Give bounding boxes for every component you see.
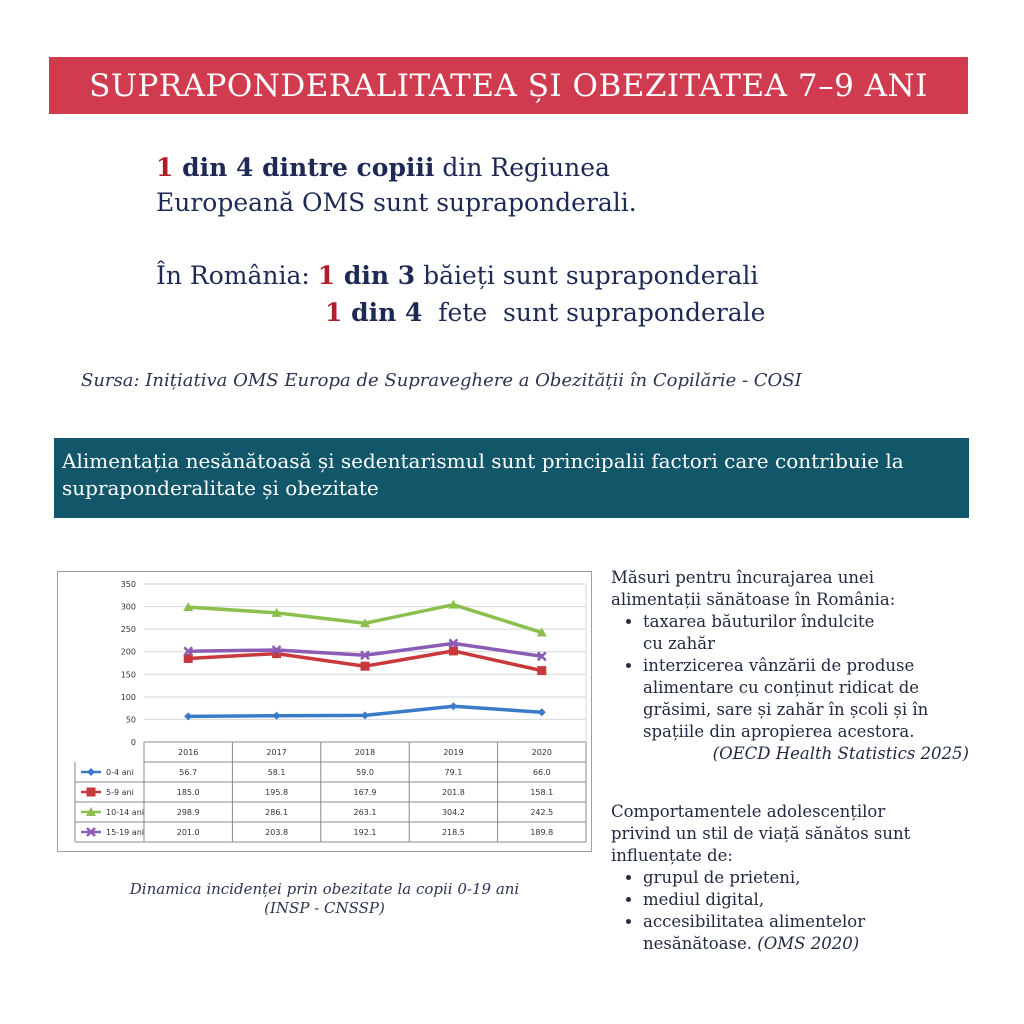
stat-bold: din 4 [342, 298, 423, 327]
y-tick-label: 200 [120, 647, 136, 657]
legend-label: 15-19 ani [106, 828, 144, 837]
behaviour-intro-2: privind un stil de viață sănătos sunt [611, 824, 911, 843]
y-tick-label: 300 [120, 602, 136, 612]
stat-text: băieți sunt supraponderali [415, 261, 759, 290]
behaviour-item-text: accesibilitatea alimentelor nesănătoase. [643, 912, 866, 953]
y-tick-label: 250 [120, 625, 136, 635]
legend-label: 5-9 ani [106, 788, 134, 797]
chart-caption [57, 880, 592, 918]
chart-caption-line-1: Dinamica incidenței prin obezitate la copii 0-19 ani [129, 880, 520, 898]
stat-line-2: Europeană OMS sunt supraponderali. [156, 188, 637, 217]
stat-bold-number: 3 [397, 261, 416, 290]
legend-label: 10-14 ani [106, 808, 144, 817]
data-label: 158.1 [530, 788, 554, 797]
stat-prefix: În România: [156, 261, 318, 290]
data-label: 167.9 [353, 788, 377, 797]
data-label: 201.0 [176, 828, 200, 837]
legend-marker [87, 788, 96, 797]
data-label: 189.8 [530, 828, 554, 837]
data-label: 192.1 [353, 828, 377, 837]
measures-item: • interzicerea vânzării de produse alimentare cu conținut ridicat de grăsimi, sare și zahăr în școli și în spațiile din apropierea acestora. [643, 655, 963, 743]
measures-intro-1: Măsuri pentru încurajarea unei [611, 568, 875, 587]
stat-line-3 [156, 259, 758, 292]
legend-label: 0-4 ani [106, 768, 134, 777]
behaviour-item: • grupul de prieteni, [643, 867, 991, 889]
x-tick-label: 2019 [443, 748, 464, 757]
data-label: 59.0 [356, 768, 374, 777]
stat-bold: din 4 dintre copiii [173, 153, 435, 182]
y-tick-label: 0 [130, 738, 136, 747]
behaviour-citation: (OMS 2020) [757, 934, 860, 953]
data-label: 218.5 [441, 828, 465, 837]
behaviour-item [643, 911, 913, 955]
chart-svg [57, 571, 592, 852]
x-tick-label: 2018 [354, 748, 376, 757]
y-tick-label: 50 [125, 715, 136, 725]
stat-text: din Regiunea [434, 153, 610, 182]
title-banner [49, 57, 968, 114]
data-point [361, 662, 370, 671]
measures-list [611, 611, 991, 743]
data-label: 201.8 [441, 788, 465, 797]
behaviour-intro-3: influențate de: [611, 846, 733, 865]
data-label: 79.1 [444, 768, 463, 777]
stat-text: fete sunt supraponderale [422, 298, 766, 327]
stat-number: 1 [325, 298, 343, 327]
x-tick-label: 2017 [266, 748, 287, 757]
source-citation: Sursa: Inițiativa OMS Europa de Supraveghere a Obezității în Copilărie - COSI [81, 370, 802, 391]
page-title: SUPRAPONDERALITATEA ȘI OBEZITATEA 7–9 ANI [89, 67, 928, 104]
stat-bold: din [335, 261, 398, 290]
factors-banner: Alimentația nesănătoasă și sedentarismul sunt principalii factori care contribuie la supraponderalitate și obezitate [54, 438, 969, 518]
data-label: 242.5 [530, 808, 554, 817]
obesity-chart [57, 571, 592, 852]
data-label: 298.9 [176, 808, 200, 817]
behaviour-section [611, 801, 991, 955]
data-label: 66.0 [532, 768, 551, 777]
measures-intro-2: alimentații sănătoase în România: [611, 590, 896, 609]
stat-line-4 [325, 296, 765, 329]
data-label: 185.0 [176, 788, 200, 797]
stat-line-1 [156, 151, 610, 184]
x-tick-label: 2016 [178, 748, 199, 757]
data-label: 286.1 [265, 808, 289, 817]
measures-section [611, 567, 991, 765]
data-label: 195.8 [265, 788, 289, 797]
y-tick-label: 100 [120, 692, 136, 702]
chart-caption-line-2: (INSP - CNSSP) [264, 899, 385, 917]
x-tick-label: 2020 [531, 748, 552, 757]
behaviour-item: • mediul digital, [643, 889, 991, 911]
behaviour-intro-1: Comportamentele adolescenților [611, 802, 886, 821]
stat-number: 1 [317, 261, 336, 290]
behaviour-list [611, 867, 991, 955]
data-label: 203.8 [265, 828, 289, 837]
stat-number: 1 [156, 153, 174, 182]
data-label: 263.1 [353, 808, 377, 817]
y-tick-label: 350 [120, 580, 136, 589]
data-point [537, 666, 546, 675]
data-label: 304.2 [441, 808, 465, 817]
data-label: 58.1 [267, 768, 286, 777]
measures-citation: (OECD Health Statistics 2025) [712, 744, 969, 763]
measures-item: • taxarea băuturilor îndulcite cu zahăr [643, 611, 893, 655]
data-label: 56.7 [179, 768, 198, 777]
y-tick-label: 150 [120, 670, 136, 680]
